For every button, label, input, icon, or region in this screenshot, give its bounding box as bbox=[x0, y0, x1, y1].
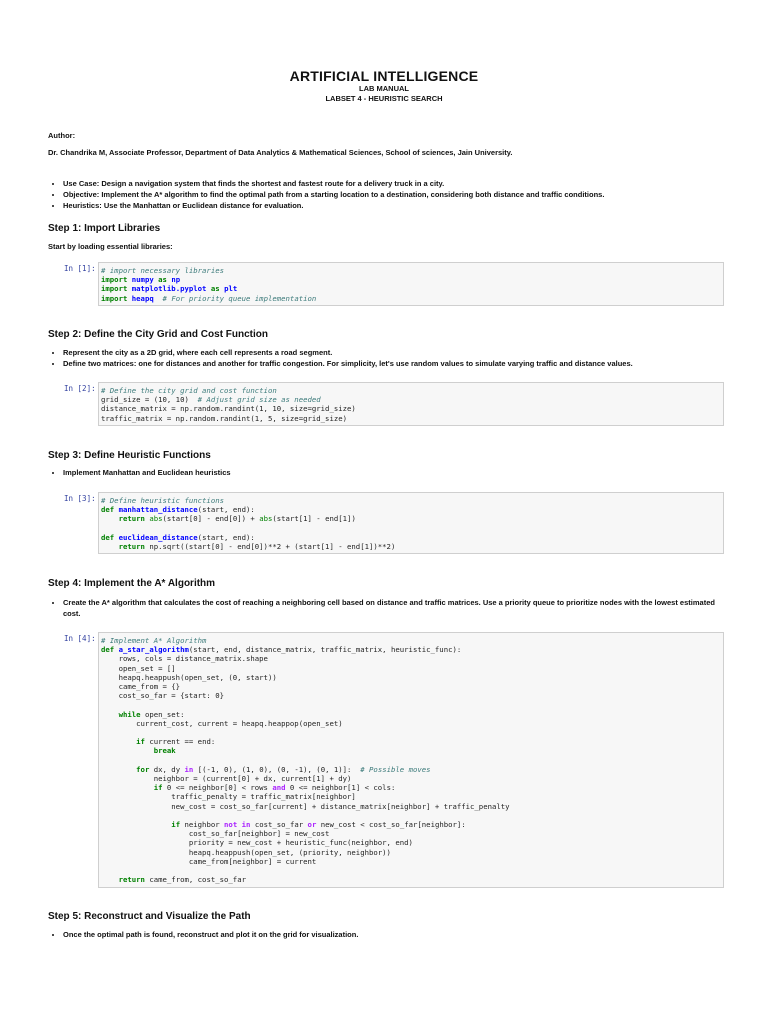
code-line: def a_star_algorithm(start, end, distance_matrix, traffic_matrix, heuristic_func): bbox=[101, 645, 462, 655]
intro-bullet-list bbox=[48, 178, 733, 211]
step4-bullet-list bbox=[48, 597, 733, 619]
code-line: current_cost, current = heapq.heappop(open_set) bbox=[101, 718, 343, 728]
list-item: • Represent the city as a 2D grid, where each cell represents a road segment. bbox=[63, 347, 733, 358]
code-block bbox=[99, 633, 723, 887]
step3-heading: Step 3: Define Heuristic Functions bbox=[48, 450, 211, 461]
code-line: distance_matrix = np.random.randint(1, 10, size=grid_size) bbox=[101, 404, 356, 414]
code-line: import matplotlib.pyplot as plt bbox=[101, 284, 238, 294]
step1-heading: Step 1: Import Libraries bbox=[48, 223, 161, 234]
code-line: traffic_matrix = np.random.randint(1, 5, size=grid_size) bbox=[101, 413, 348, 423]
code-block bbox=[99, 263, 723, 306]
list-item: • Define two matrices: one for distances and another for traffic congestion. For simplicity, let's use random values to simulate varying traffic and distance values. bbox=[63, 358, 733, 369]
code-line: break bbox=[153, 746, 176, 756]
code-input-area[interactable] bbox=[98, 382, 724, 426]
code-line: # import necessary libraries bbox=[101, 266, 225, 275]
code-input-area[interactable] bbox=[98, 492, 724, 554]
code-input-area[interactable] bbox=[98, 262, 724, 306]
code-cell-2 bbox=[48, 382, 724, 426]
code-line: cost_so_far = {start: 0} bbox=[101, 691, 225, 701]
step2-bullet-list bbox=[48, 347, 733, 369]
code-line: return came_from, cost_so_far bbox=[118, 875, 246, 885]
code-cell-1 bbox=[48, 262, 724, 306]
code-cell-4 bbox=[48, 632, 724, 888]
document-title: ARTIFICIAL INTELLIGENCE bbox=[289, 68, 479, 84]
code-line: import heapq # For priority queue implementation bbox=[101, 293, 317, 303]
code-line: priority = new_cost + heuristic_func(neighbor, end) bbox=[101, 838, 413, 848]
cell-prompt: In [3]: bbox=[64, 494, 96, 503]
code-line: came_from[neighbor] = current bbox=[101, 856, 317, 866]
code-line: heapq.heappush(open_set, (0, start)) bbox=[101, 672, 277, 682]
step5-bullet-list bbox=[48, 929, 733, 940]
cell-prompt: In [2]: bbox=[64, 384, 96, 393]
code-block bbox=[99, 383, 723, 426]
code-block bbox=[99, 493, 723, 554]
code-line: def euclidean_distance(start, end): bbox=[101, 532, 255, 542]
code-line: if neighbor not in cost_so_far or new_cost < cost_so_far[neighbor]: bbox=[171, 820, 466, 830]
code-line: traffic_penalty = traffic_matrix[neighbor] bbox=[101, 792, 356, 802]
code-line: came_from = {} bbox=[101, 682, 181, 692]
code-line: if 0 <= neighbor[0] < rows and 0 <= neighbor[1] < cols: bbox=[153, 783, 396, 793]
list-item: • Use Case: Design a navigation system that finds the shortest and fastest route for a delivery truck in a city. bbox=[63, 178, 733, 189]
list-item: • Heuristics: Use the Manhattan or Euclidean distance for evaluation. bbox=[63, 200, 733, 211]
code-line: neighbor = (current[0] + dx, current[1] + dy) bbox=[101, 774, 352, 784]
document-subtitle-manual: LAB MANUAL bbox=[359, 84, 409, 93]
author-text: Dr. Chandrika M, Associate Professor, Department of Data Analytics & Mathematical Sciences, School of sciences, Jain University. bbox=[48, 148, 513, 157]
code-line: # Implement A* Algorithm bbox=[101, 636, 207, 645]
code-line: # Define the city grid and cost function bbox=[101, 386, 277, 395]
code-line: if current == end: bbox=[136, 737, 216, 747]
code-line: return np.sqrt((start[0] - end[0])**2 + (start[1] - end[1])**2) bbox=[118, 542, 396, 552]
code-line: import numpy as np bbox=[101, 275, 181, 285]
document-subtitle-labset: LABSET 4 - HEURISTIC SEARCH bbox=[325, 94, 443, 103]
code-line: cost_so_far[neighbor] = new_cost bbox=[101, 829, 330, 839]
step4-heading: Step 4: Implement the A* Algorithm bbox=[48, 578, 216, 589]
list-item: • Create the A* algorithm that calculates the cost of reaching a neighboring cell based on distance and traffic matrices. Use a priority queue to prioritize nodes with the lowest estimated cost. bbox=[63, 597, 733, 619]
list-item: • Objective: Implement the A* algorithm to find the optimal path from a starting location to a destination, considering both distance and traffic conditions. bbox=[63, 189, 733, 200]
code-line: heapq.heappush(open_set, (priority, neighbor)) bbox=[101, 847, 391, 857]
code-line: grid_size = (10, 10) # Adjust grid size as needed bbox=[101, 395, 321, 405]
list-item: • Implement Manhattan and Euclidean heuristics bbox=[63, 467, 733, 478]
step5-heading: Step 5: Reconstruct and Visualize the Path bbox=[48, 911, 251, 922]
cell-prompt: In [1]: bbox=[64, 264, 96, 273]
code-line: def manhattan_distance(start, end): bbox=[101, 505, 255, 515]
step1-text: Start by loading essential libraries: bbox=[48, 242, 173, 251]
list-item: • Once the optimal path is found, reconstruct and plot it on the grid for visualization. bbox=[63, 929, 733, 940]
step2-heading: Step 2: Define the City Grid and Cost Function bbox=[48, 329, 269, 340]
code-line: while open_set: bbox=[118, 709, 185, 719]
cell-prompt: In [4]: bbox=[64, 634, 96, 643]
code-line: return abs(start[0] - end[0]) + abs(start[1] - end[1]) bbox=[118, 514, 356, 524]
code-cell-3 bbox=[48, 492, 724, 554]
code-line: for dx, dy in [(-1, 0), (1, 0), (0, -1), (0, 1)]: # Possible moves bbox=[136, 764, 431, 774]
code-input-area[interactable] bbox=[98, 632, 724, 888]
code-line: new_cost = cost_so_far[current] + distance_matrix[neighbor] + traffic_penalty bbox=[101, 801, 510, 811]
code-line: rows, cols = distance_matrix.shape bbox=[101, 654, 268, 664]
code-line: open_set = [] bbox=[101, 663, 176, 673]
step3-bullet-list bbox=[48, 467, 733, 478]
author-label: Author: bbox=[48, 131, 76, 140]
document-header bbox=[0, 68, 768, 104]
code-line: # Define heuristic functions bbox=[101, 496, 225, 505]
